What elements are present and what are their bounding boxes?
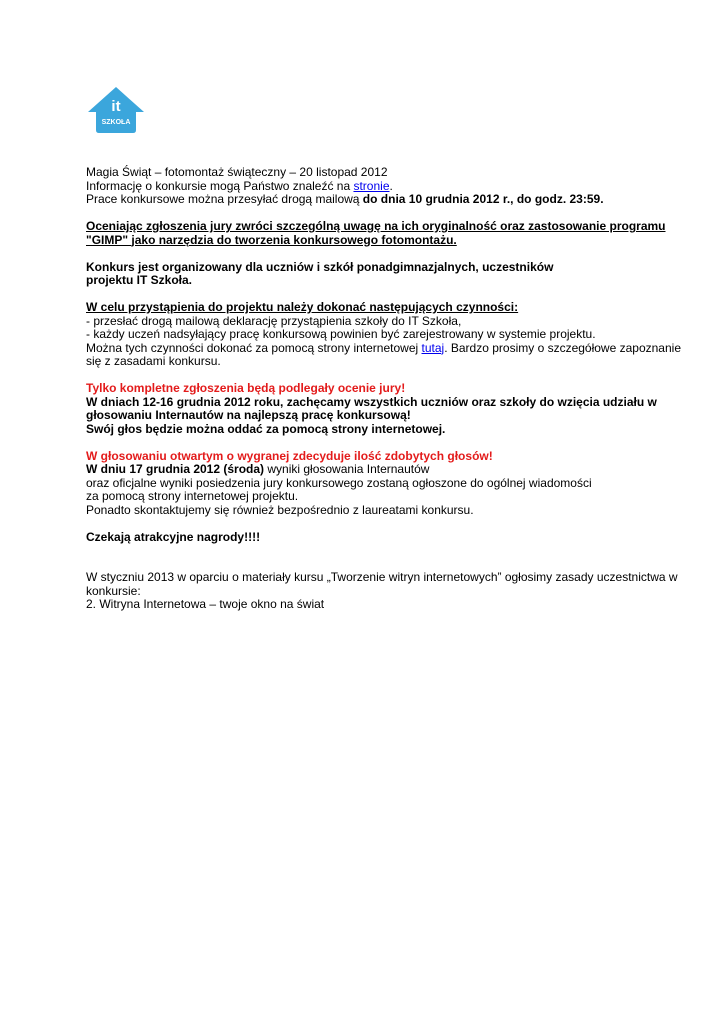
voting-warning: Tylko kompletne zgłoszenia będą podlegały ocenie jury! [86,381,406,395]
tutaj-link[interactable]: tutaj [421,340,445,355]
voting-line-1: W dniach 12-16 grudnia 2012 roku, zachęcamy wszystkich uczniów oraz szkoły do wzięcia udziału w [86,394,657,409]
future-line-2: konkursie: [86,583,141,598]
logo-text-szkola: SZKOŁA [101,119,131,126]
prizes-line: Czekają atrakcyjne nagrody!!!! [86,529,261,544]
document-body [86,165,681,612]
steps-item-1: - przesłać drogą mailową deklarację przystąpienia szkoły do IT Szkoła, [86,313,462,328]
organized-line-1: Konkurs jest organizowany dla uczniów i szkół ponadgimnazjalnych, uczestników [86,259,554,274]
deadline: do dnia 10 grudnia 2012 r., do godz. 23:59. [362,192,604,206]
organized-line-2: projektu IT Szkoła. [86,273,193,287]
it-szkola-logo [86,86,146,134]
steps-note-line-2: się z zasadami konkursu. [86,354,221,368]
steps-heading: W celu przystąpienia do projektu należy dokonać następujących czynności: [86,300,519,314]
logo-text-it: it [111,98,121,115]
info-line: Informację o konkursie mogą Państwo znaleźć na stronie. [86,178,393,193]
voting-line-2: głosowaniu Internautów na najlepszą pracę konkursową! [86,408,411,422]
results-line-4: Ponadto skontaktujemy się również bezpośrednio z laureatami konkursu. [86,502,474,517]
stronie-link[interactable]: stronie [353,178,390,193]
results-warning: W głosowaniu otwartym o wygranej zdecyduje ilość zdobytych głosów! [86,448,493,463]
criteria-line-1: Oceniając zgłoszenia jury zwróci szczególną uwagę na ich oryginalność oraz zastosowanie programu [86,219,666,233]
results-date-line: W dniu 17 grudnia 2012 (środa) wyniki głosowania Internautów [86,462,430,476]
voting-line-3: Swój głos będzie można oddać za pomocą strony internetowej. [86,421,446,436]
results-line-2: oraz oficjalne wyniki posiedzenia jury konkursowego zostaną ogłoszone do ogólnej wiadomości [86,475,592,490]
future-line-1: W styczniu 2013 w oparciu o materiały kursu „Tworzenie witryn internetowych” ogłosimy zasady uczestnictwa w [86,570,678,584]
results-line-3: za pomocą strony internetowej projektu. [86,489,299,503]
steps-note: Można tych czynności dokonać za pomocą strony internetowej tutaj. Bardzo prosimy o szczegółowe zapoznanie [86,340,681,355]
future-line-3: 2. Witryna Internetowa – twoje okno na świat [86,597,325,611]
steps-item-2: - każdy uczeń nadsyłający pracę konkursową powinien być zarejestrowany w systemie projektu. [86,327,596,341]
deadline-line: Prace konkursowe można przesyłać drogą mailową do dnia 10 grudnia 2012 r., do godz. 23:59. [86,192,604,206]
contest-title: Magia Świąt – fotomontaż świąteczny – 20 listopad 2012 [86,165,388,179]
criteria-line-2: "GIMP" jako narzędzia do tworzenia konkursowego fotomontażu. [86,232,457,247]
